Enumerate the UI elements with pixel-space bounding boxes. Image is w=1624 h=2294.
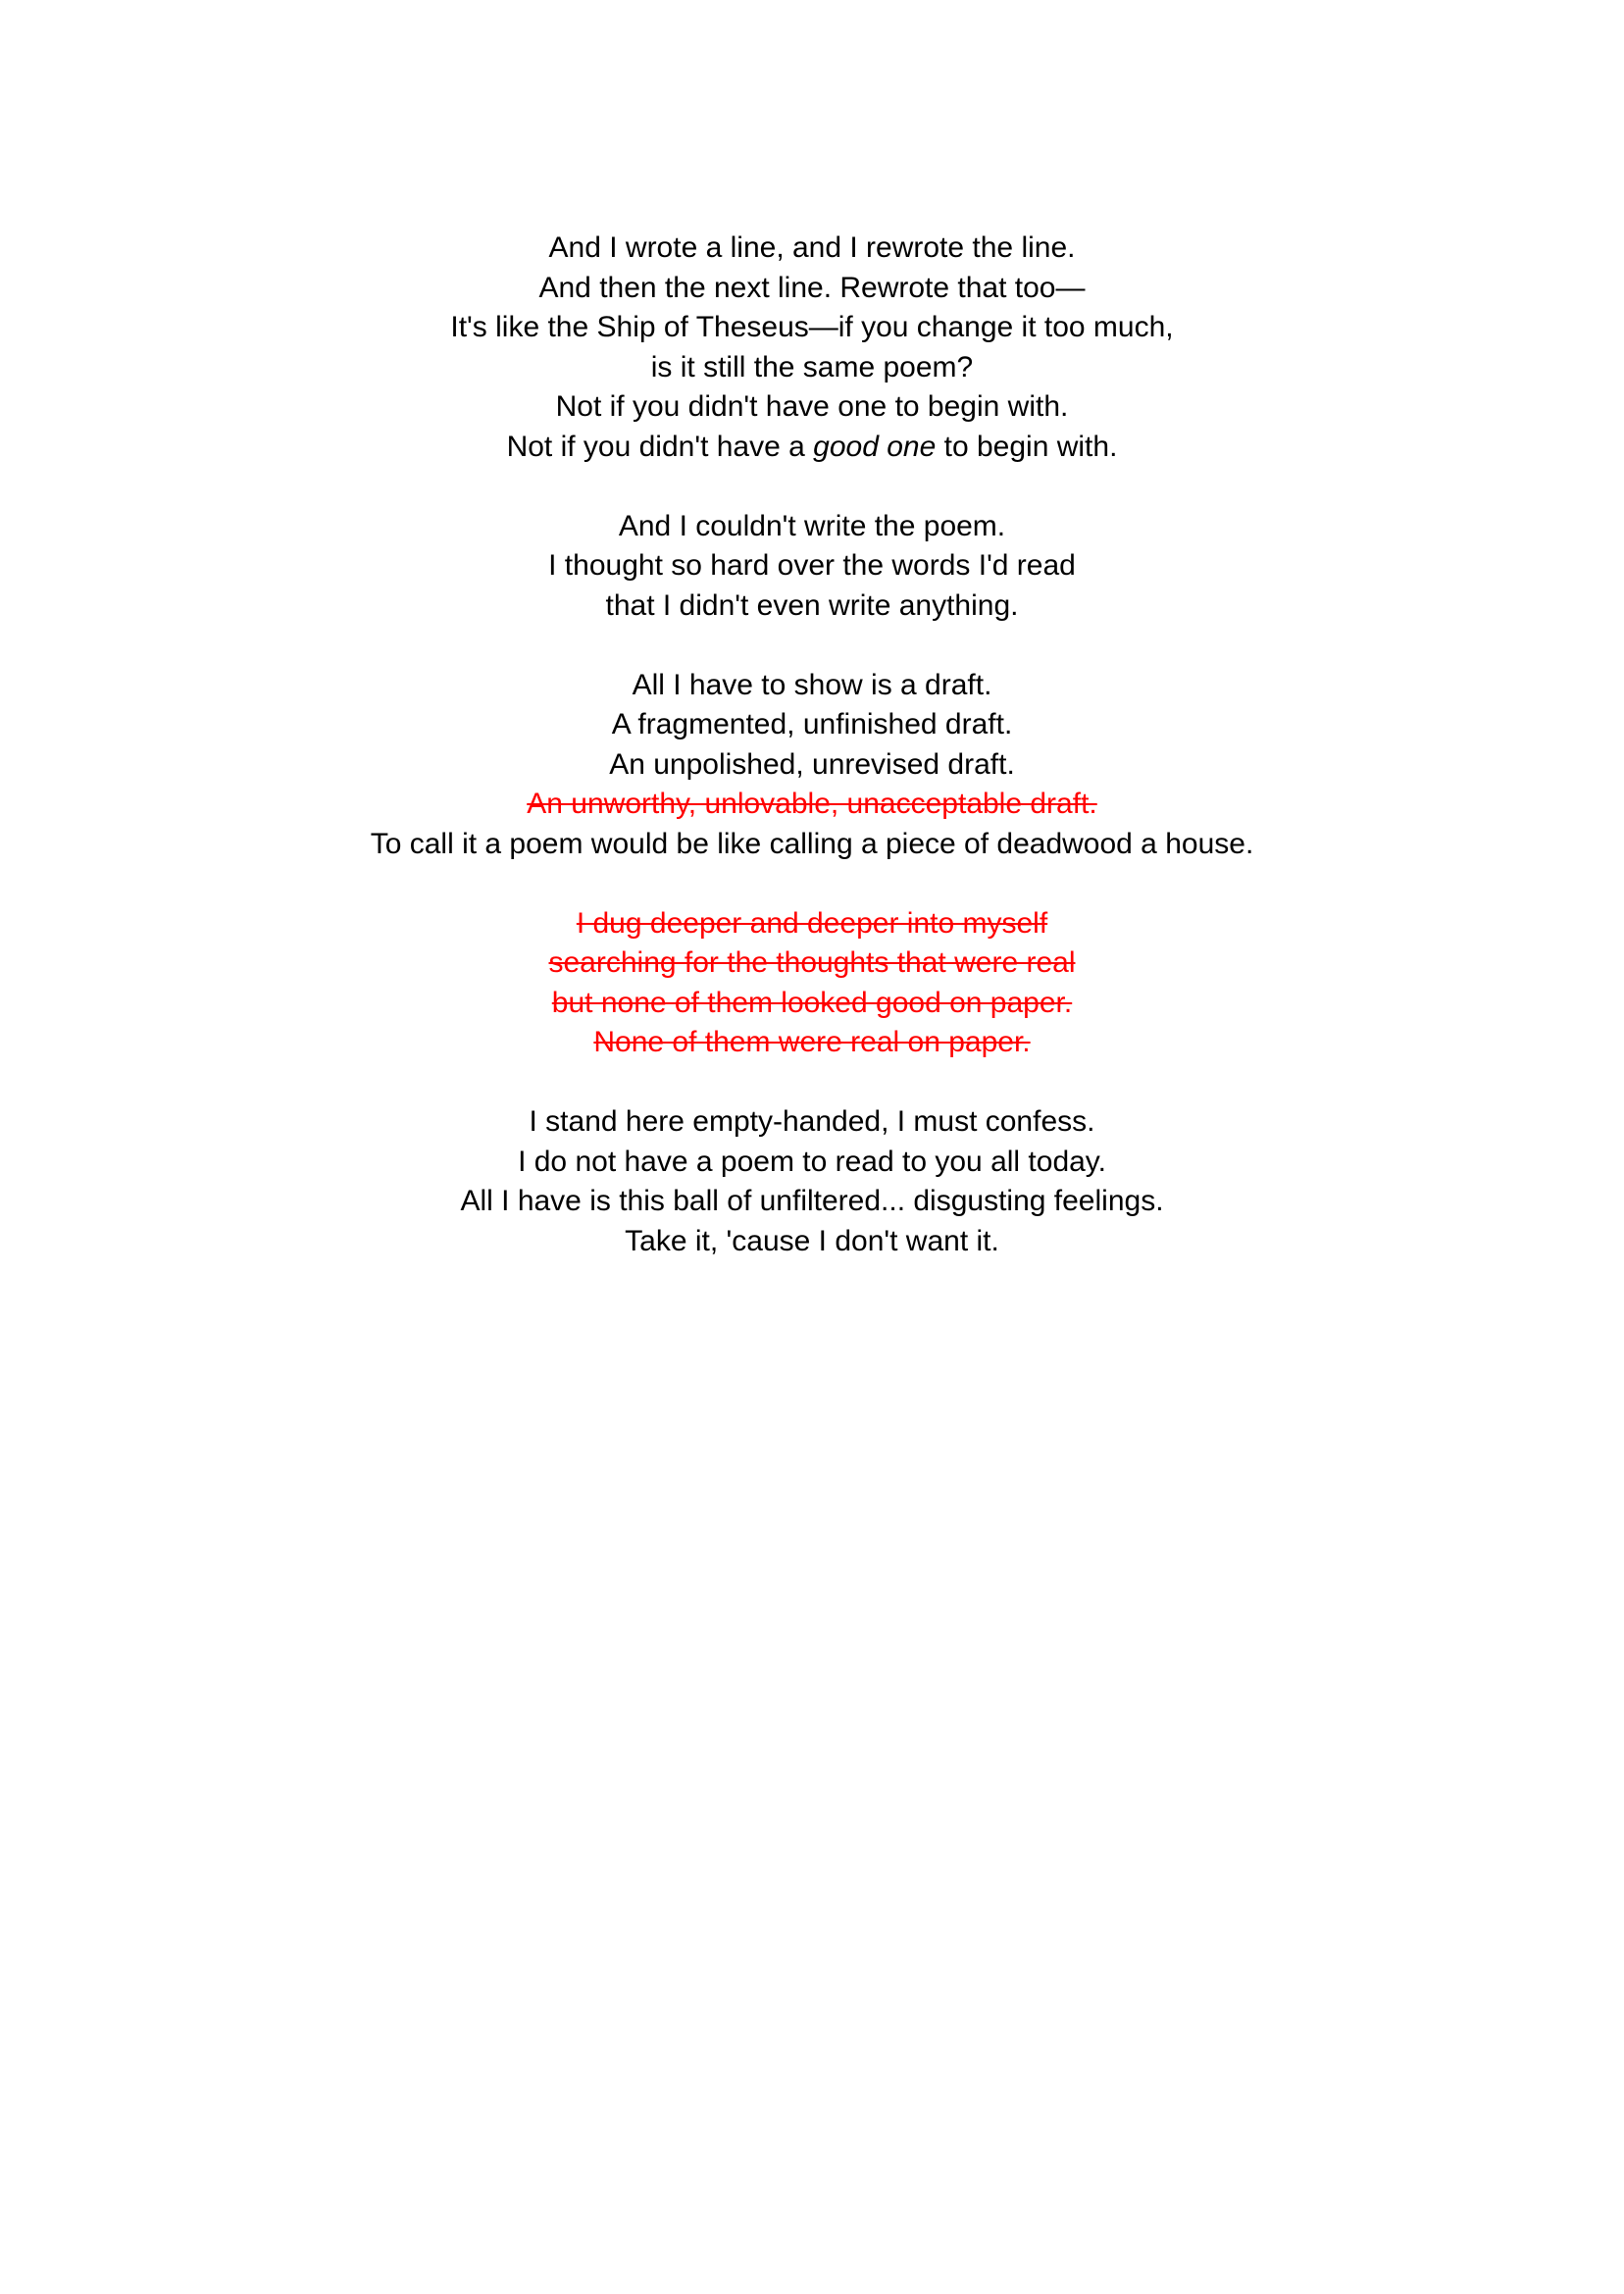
struck-poem-line: but none of them looked good on paper. [551,986,1073,1019]
poem-line-segment: Not if you didn't have a [506,430,814,463]
poem-line: All I have is this ball of unfiltered... disgusting feelings. [460,1185,1164,1217]
poem-line-segment: to begin with. [936,430,1118,463]
poem-page [0,229,1624,1301]
stanza-1 [0,229,1624,467]
poem-line: I stand here empty-handed, I must confess. [529,1105,1095,1138]
poem-line: I do not have a poem to read to you all today. [518,1145,1106,1178]
poem-line: is it still the same poem? [650,350,974,383]
poem-line: And then the next line. Rewrote that too— [538,271,1086,304]
poem-line: All I have to show is a draft. [632,668,992,701]
poem-line: An unpolished, unrevised draft. [609,747,1015,781]
poem-line: Take it, 'cause I don't want it. [625,1224,999,1257]
struck-poem-line: I dug deeper and deeper into myself [576,906,1048,940]
poem-line: that I didn't even write anything. [605,588,1019,622]
poem-line: A fragmented, unfinished draft. [611,708,1013,740]
struck-poem-line: An unworthy, unlovable, unacceptable draft. [527,788,1097,820]
struck-poem-line: None of them were real on paper. [593,1026,1031,1058]
poem-line: And I couldn't write the poem. [618,509,1006,542]
poem-line [0,428,1624,468]
poem-line: And I wrote a line, and I rewrote the line. [548,231,1076,264]
stanza-3 [0,666,1624,865]
emphasis-text: good one [813,430,937,463]
stanza-2 [0,507,1624,627]
struck-poem-line: searching for the thoughts that were real [548,946,1076,979]
stanza-5 [0,1102,1624,1261]
stanza-4-struck [0,904,1624,1063]
poem-line: To call it a poem would be like calling a piece of deadwood a house. [370,827,1254,860]
poem-line: I thought so hard over the words I'd read [548,549,1076,582]
poem-line: Not if you didn't have one to begin with. [555,390,1069,423]
poem-line: It's like the Ship of Theseus—if you change it too much, [450,311,1174,343]
